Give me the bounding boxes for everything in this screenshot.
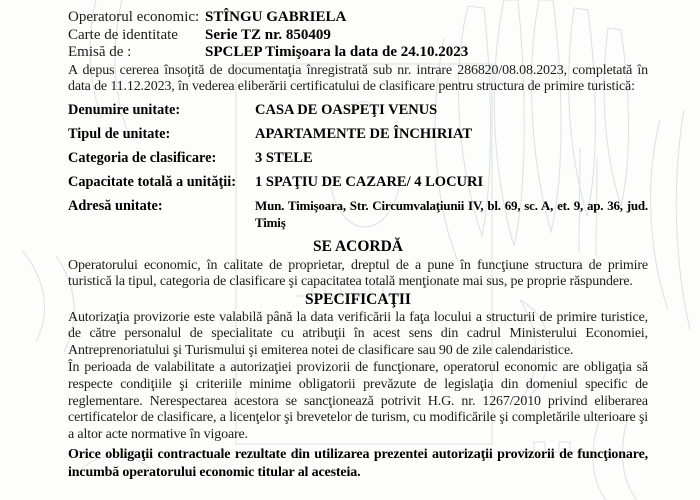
field-unit-name: [68, 102, 648, 119]
specification-paragraph-1: Autorizaţia provizorie este valabilă până la data verificării la faţa locului a structurii de primire turistice, de către personalul de specialitate cu atribuţii în acest sens din cadrul Ministerului Economiei, Antreprenoriatului şi Turismului şi emiterea notei de clasificare sau 90 de zile calendaristice.: [68, 309, 648, 359]
field-label: Capacitate totală a unităţii:: [68, 174, 236, 191]
obligations-paragraph: Orice obligaţii contractuale rezultate din utilizarea prezentei autorizaţii provizorii de funcţionare, incumbă operatorului economic titular al acesteia.: [68, 447, 648, 480]
field-label: Operatorul economic:: [68, 9, 200, 25]
document-content: [68, 9, 648, 481]
field-unit-address: [68, 198, 648, 231]
specifications-heading: SPECIFICAŢII: [305, 291, 411, 309]
field-value: 3 STELE: [255, 150, 313, 167]
field-value: Serie TZ nr. 850409: [205, 26, 331, 43]
field-label: Denumire unitate:: [68, 102, 181, 119]
field-classification-category: [68, 150, 648, 167]
field-label: Carte de identitate: [68, 26, 178, 43]
specification-paragraph-2: În perioada de valabilitate a autorizaţiei provizorii de funcţionare, operatorul economic are obligaţia să respecte condiţiile şi criteriile minime obligatorii prevăzute de legislaţia din domeniul specific de reglementare. Nerespectarea acestora se sancţionează potrivit H.G. nr. 1267/2010 privind eliberarea certificatelor de clasificare, a licenţelor şi brevetelor de turism, cu modificările şi completările ulterioare şi a altor acte normative în vigoare.: [68, 360, 648, 443]
field-value: Mun. Timişoara, Str. Circumvalaţiunii IV, bl. 69, sc. A, et. 9, ap. 36, jud. Timiş: [255, 198, 648, 230]
field-economic-operator: [68, 9, 648, 27]
field-unit-type: [68, 126, 648, 143]
field-value: SPCLEP Timişoara la data de 24.10.2023: [205, 44, 469, 60]
field-label: Tipul de unitate:: [68, 126, 171, 143]
unit-details: [68, 102, 648, 231]
field-value: APARTAMENTE DE ÎNCHIRIAT: [255, 126, 473, 143]
grant-heading: SE ACORDĂ: [312, 238, 403, 256]
field-value: CASA DE OASPEŢI VENUS: [255, 102, 438, 119]
field-value: STÎNGU GABRIELA: [205, 9, 347, 25]
grant-paragraph: Operatorului economic, în calitate de proprietar, dreptul de a pune în funcţiune structura de primire turistică la tipul, categoria de clasificare şi capacitatea totală menţionate mai sus, pe proprie răspundere.: [68, 257, 648, 290]
field-value: 1 SPAŢIU DE CAZARE/ 4 LOCURI: [255, 174, 484, 191]
field-identity-card: [68, 27, 648, 45]
field-total-capacity: [68, 174, 648, 191]
field-label: Categoria de clasificare:: [68, 150, 217, 167]
field-label: Emisă de :: [68, 44, 132, 60]
field-issued-by: [68, 44, 648, 62]
intro-paragraph: A depus cererea însoţită de documentaţia înregistrată sub nr. intrare 286820/08.08.2023, completată în data de 11.12.2023, în vederea eliberării certificatului de clasificare pentru structura de primire turistică:: [68, 62, 648, 95]
field-label: Adresă unitate:: [68, 198, 163, 215]
